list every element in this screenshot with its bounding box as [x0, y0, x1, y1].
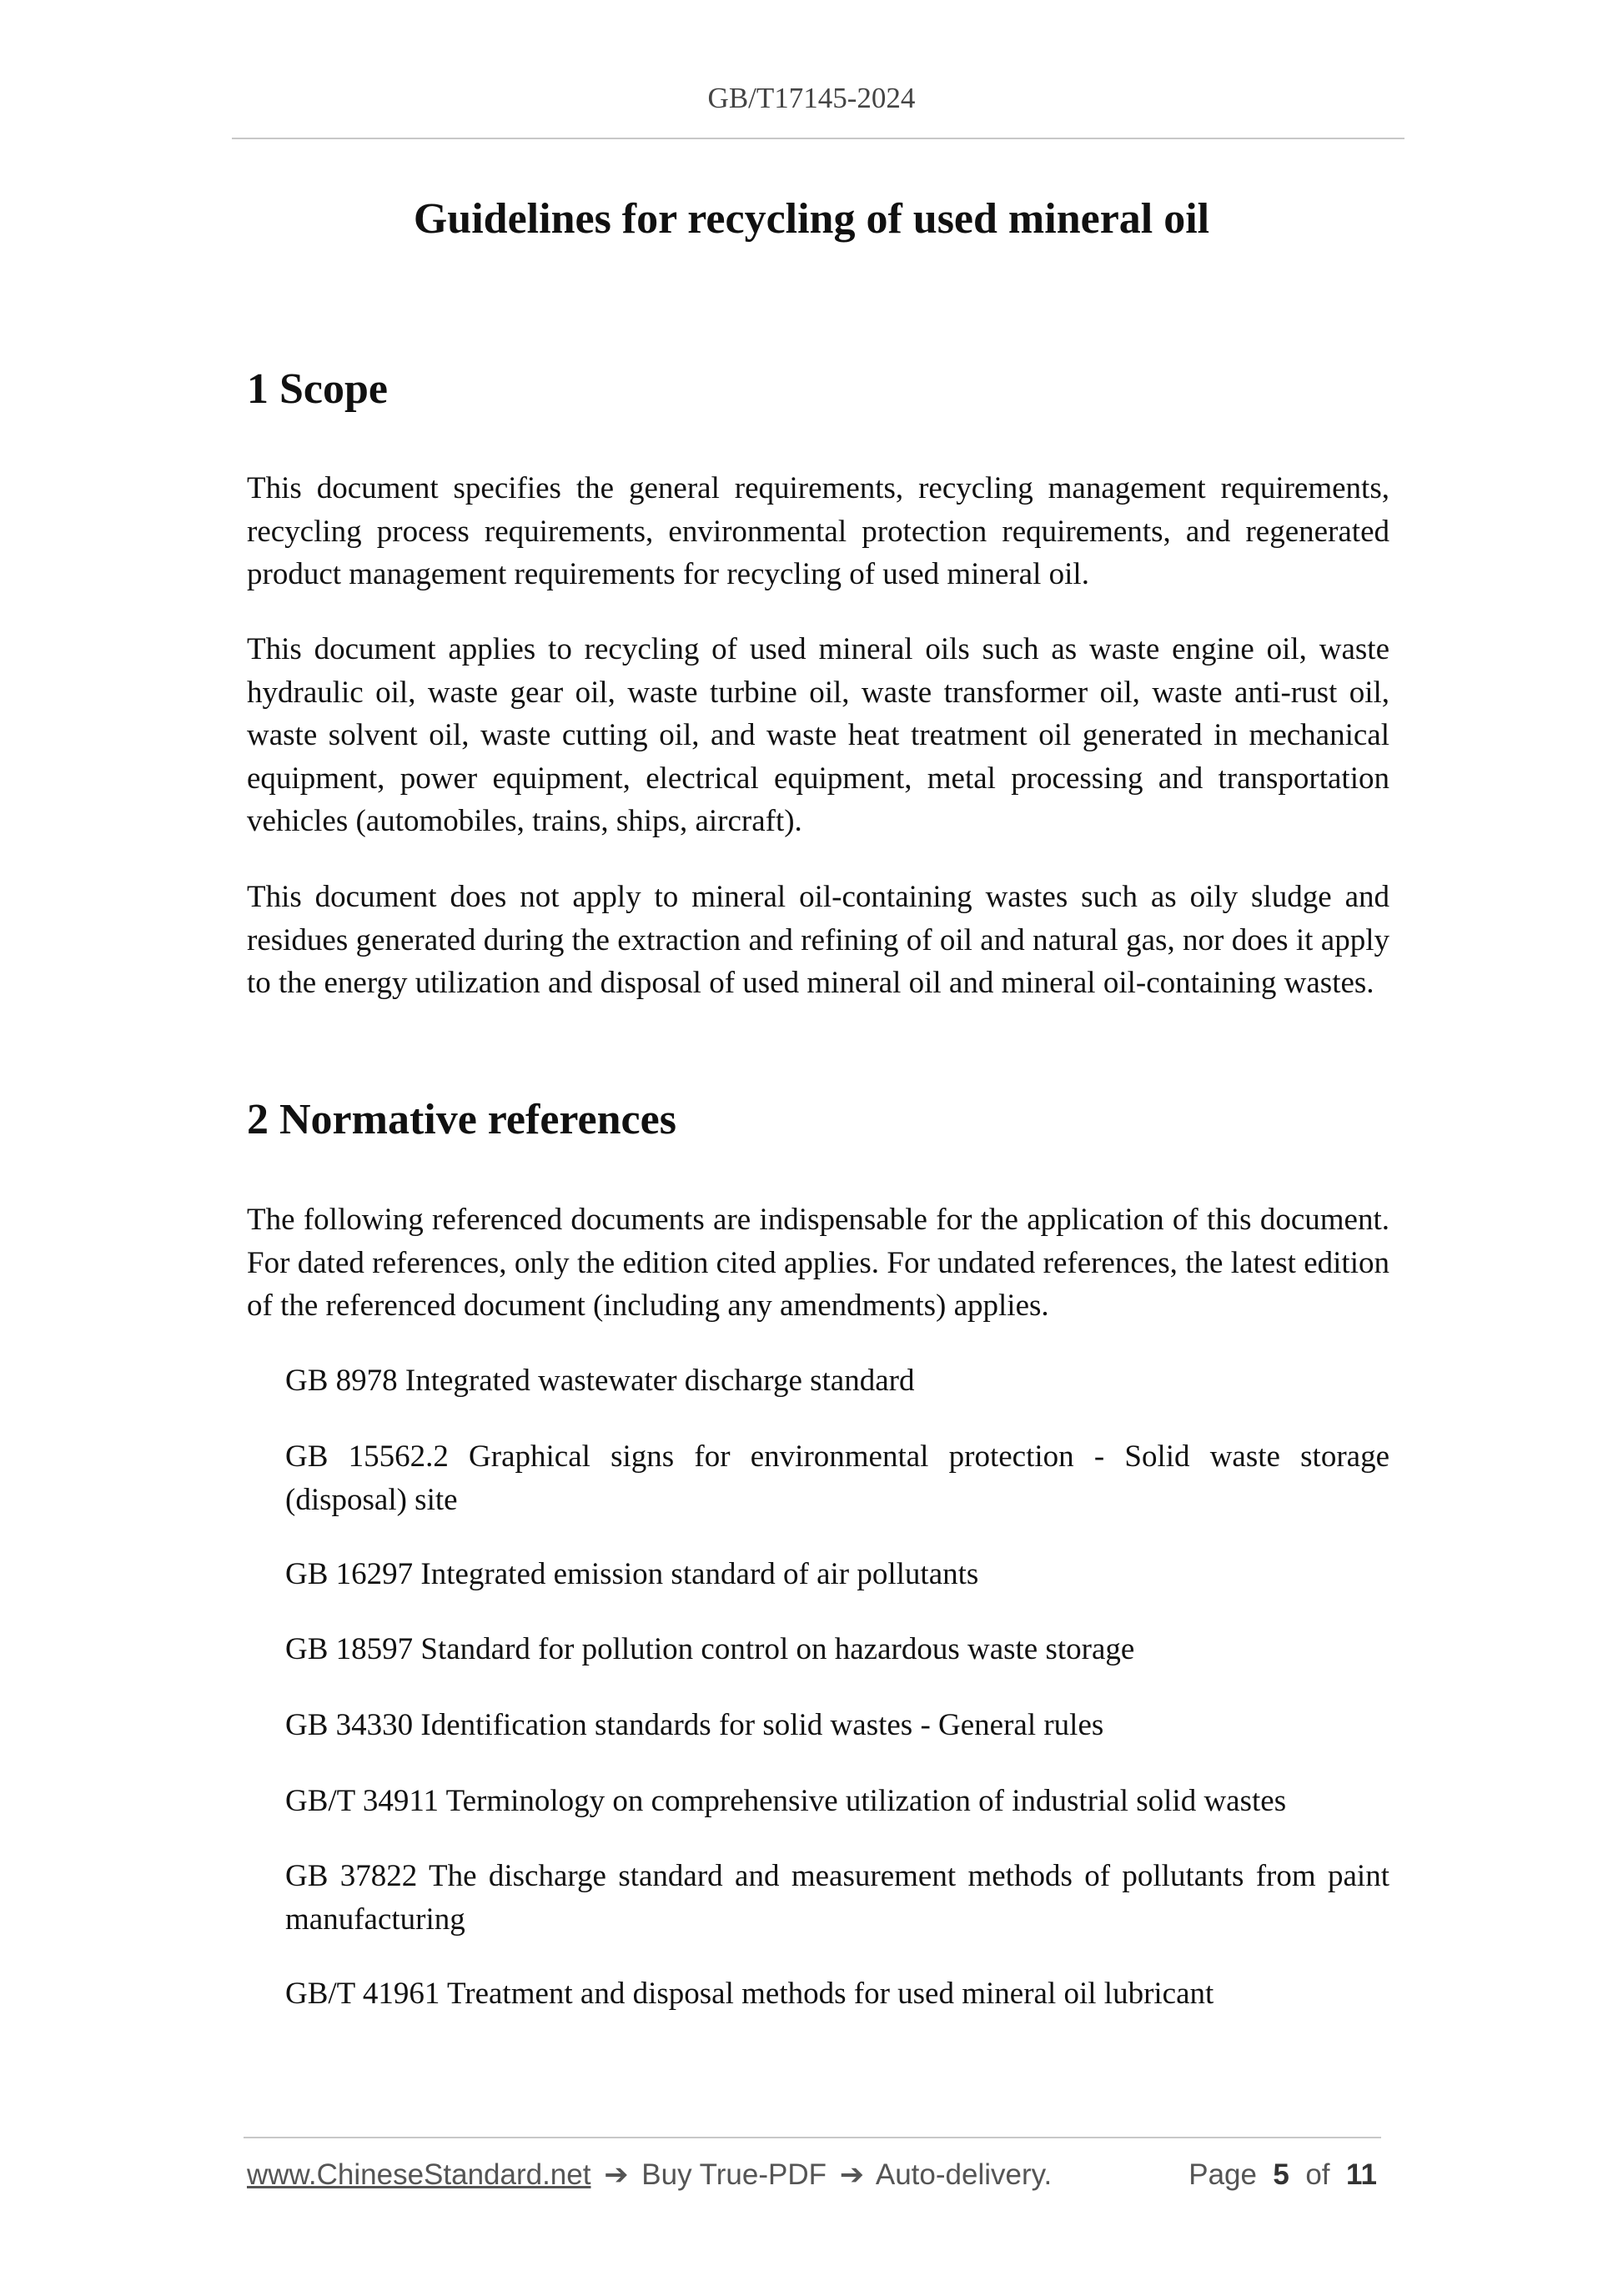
footer-step-buy: Buy True-PDF — [641, 2158, 827, 2191]
running-header: GB/T17145-2024 — [707, 82, 916, 114]
section-heading-scope: 1 Scope — [247, 365, 388, 413]
document-title: Guidelines for recycling of used mineral oil — [413, 195, 1210, 243]
right-arrow-icon: ➔ — [839, 2158, 865, 2191]
scope-paragraph: This document applies to recycling of used mineral oils such as waste engine oil, waste hydraulic oil, waste gear oil, waste turbine oil, waste transformer oil, waste anti-rust oil, waste solvent oil, waste cutting oil, and waste heat treatment oil generated in mechanical equipment, power equipment, electrical equipment, metal processing and transportation vehicles (automobiles, trains, ships, aircraft). — [247, 632, 1389, 838]
reference-item: GB 37822 The discharge standard and measurement methods of pollutants from paint manufacturing — [285, 1859, 1389, 1937]
page-counter — [1188, 2158, 1377, 2192]
reference-item: GB 8978 Integrated wastewater discharge standard — [285, 1364, 915, 1398]
reference-item: GB/T 34911 Terminology on comprehensive utilization of industrial solid wastes — [285, 1784, 1287, 1818]
scope-paragraph: This document specifies the general requirements, recycling management requirements, recycling process requirements, environmental protection requirements, and regenerated product management requirements for recycling of used mineral oil. — [247, 471, 1389, 591]
page-label: Page — [1188, 2158, 1257, 2191]
footer-promo — [247, 2158, 1052, 2192]
section-heading-normative-references: 2 Normative references — [247, 1096, 676, 1143]
footer-divider — [244, 2137, 1381, 2138]
page-footer — [247, 2158, 1377, 2200]
page-of-label: of — [1305, 2158, 1330, 2191]
scope-paragraph: This document does not apply to mineral oil-containing wastes such as oily sludge and residues generated during the extraction and refining of oil and natural gas, nor does it apply to the energy utilization and disposal of used mineral oil and mineral oil-containing wastes. — [247, 880, 1389, 1000]
reference-item: GB 34330 Identification standards for solid wastes - General rules — [285, 1708, 1104, 1742]
normative-intro-paragraph: The following referenced documents are indispensable for the application of this document. For dated references, only the edition cited applies. For undated references, the latest edition of the referenced document (including any amendments) applies. — [247, 1203, 1389, 1323]
header-divider — [232, 138, 1404, 139]
total-pages-number: 11 — [1346, 2158, 1377, 2191]
reference-item: GB 15562.2 Graphical signs for environmental protection - Solid waste storage (disposal) site — [285, 1439, 1389, 1517]
reference-item: GB 16297 Integrated emission standard of air pollutants — [285, 1557, 979, 1591]
footer-step-delivery: Auto-delivery. — [875, 2158, 1053, 2191]
current-page-number: 5 — [1273, 2158, 1289, 2191]
reference-item: GB/T 41961 Treatment and disposal methods for used mineral oil lubricant — [285, 1977, 1214, 2011]
right-arrow-icon: ➔ — [604, 2158, 629, 2191]
reference-item: GB 18597 Standard for pollution control on hazardous waste storage — [285, 1632, 1135, 1666]
chinesestandard-link[interactable]: www.ChineseStandard.net — [247, 2158, 591, 2191]
